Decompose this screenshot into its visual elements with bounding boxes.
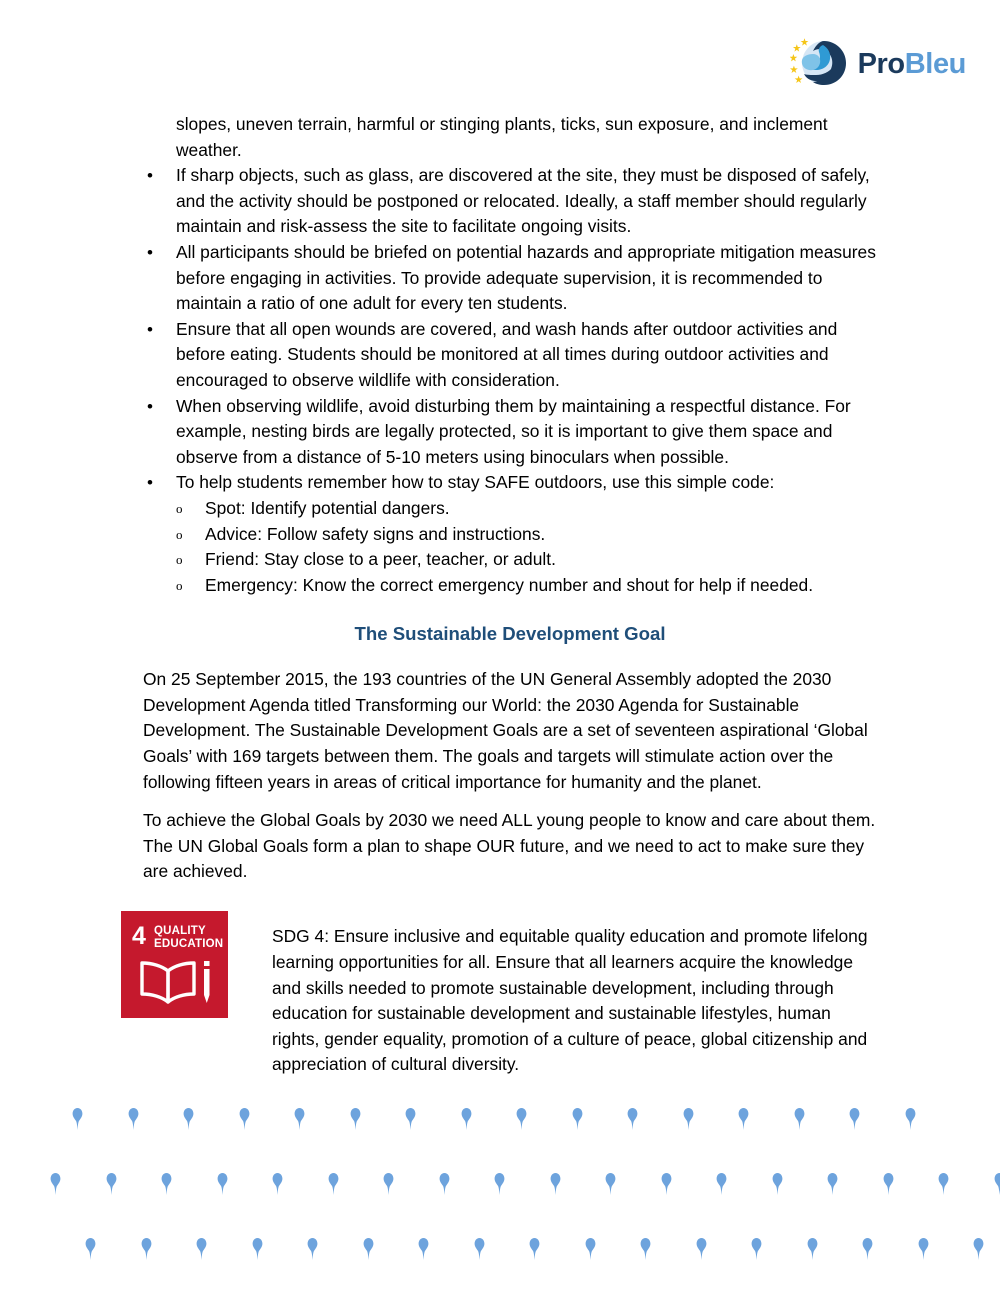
list-item [143,496,877,522]
water-drop-icon [994,1172,1000,1196]
sdg-intro-paragraph-2: To achieve the Global Goals by 2030 we need ALL young people to know and care about them. The UN Global Goals form a plan to shape OUR future, and we need to act to make sure they are achieved. [143,810,876,882]
sub-bullet-marker-icon: o [176,552,183,568]
water-drop-icon [106,1172,117,1196]
water-drop-icon [661,1172,672,1196]
water-drop-icon [938,1172,949,1196]
list-item-text: Emergency: Know the correct emergency number and shout for help if needed. [205,574,814,595]
water-drop-icon [529,1237,540,1261]
water-drop-icon [807,1237,818,1261]
water-drop-icon [418,1237,429,1261]
sdg-badge-label-line-2: EDUCATION [154,937,224,950]
list-item-text: When observing wildlife, avoid disturbing them by maintaining a respectful distance. For example, nesting birds are legally protected, so it is important to give them space and observe from a distance of 5-10 meters using binoculars when possible. [176,395,851,467]
list-item-text: To help students remember how to stay SAFE outdoors, use this simple code: [176,472,775,493]
sub-bullet-marker-icon: o [176,500,183,516]
probleu-logo [790,36,966,92]
water-drop-icon [328,1172,339,1196]
water-drop-icon [627,1107,638,1131]
list-item-text: Ensure that all open wounds are covered, and wash hands after outdoor activities and before eating. Students should be monitored at all times during outdoor activities and encouraged to observe wildlife with consideration. [176,318,838,390]
probleu-water-swirl-logo-icon [790,36,852,92]
water-drop-icon [794,1107,805,1131]
water-drop-icon [862,1237,873,1261]
list-item-text: All participants should be briefed on potential hazards and appropriate mitigation measures before engaging in activities. To provide adequate supervision, it is recommended to maintain a ratio of one adult for every ten students. [176,241,876,314]
water-drop-icon [827,1172,838,1196]
safety-bullet-list [143,163,877,496]
water-drop-icon [196,1237,207,1261]
sdg-4-badge [121,911,228,1018]
logo-word-bleu: Bleu [904,47,966,80]
logo-word-pro: Pro [857,47,905,80]
page-header [0,0,1000,100]
water-drop-icon [550,1172,561,1196]
document-content [132,112,877,1095]
water-drop-icon [849,1107,860,1131]
safe-code-sub-list [143,496,877,598]
probleu-logo-wordmark [857,47,966,80]
water-drop-icon [918,1237,929,1261]
bullet-marker-icon: • [147,396,153,416]
water-drop-icon [696,1237,707,1261]
water-drop-icon [272,1172,283,1196]
footer-droplet-decoration [0,1074,1000,1294]
water-drop-icon [363,1237,374,1261]
list-item-text: Spot: Identify potential dangers. [205,497,450,518]
water-drop-icon [183,1107,194,1131]
list-item-text: Advice: Follow safety signs and instructions. [205,523,546,544]
water-drop-icon [772,1172,783,1196]
water-drop-icon [461,1107,472,1131]
water-drop-icon [585,1237,596,1261]
open-book-and-pencil-icon [138,955,214,1007]
list-item [143,394,877,471]
water-drop-icon [141,1237,152,1261]
water-drop-icon [383,1172,394,1196]
water-drop-icon [307,1237,318,1261]
water-drop-icon [294,1107,305,1131]
water-drop-icon [217,1172,228,1196]
water-drop-icon [516,1107,527,1131]
water-drop-icon [716,1172,727,1196]
droplet-row [0,1172,1000,1198]
water-drop-icon [640,1237,651,1261]
bullet-marker-icon: • [147,166,153,186]
water-drop-icon [439,1172,450,1196]
water-drop-icon [905,1107,916,1131]
droplet-row [0,1237,1000,1263]
water-drop-icon [85,1237,96,1261]
list-item [143,522,877,548]
continuation-paragraph: slopes, uneven terrain, harmful or stinging plants, ticks, sun exposure, and inclement weather. [176,114,828,160]
sub-bullet-marker-icon: o [176,526,183,542]
water-drop-icon [883,1172,894,1196]
bullet-marker-icon: • [147,473,153,493]
list-item-text: Friend: Stay close to a peer, teacher, or adult. [205,549,556,570]
list-item [143,163,877,240]
list-item [143,573,877,599]
water-drop-icon [494,1172,505,1196]
list-item [143,470,877,496]
section-heading: The Sustainable Development Goal [354,623,666,645]
water-drop-icon [350,1107,361,1131]
water-drop-icon [50,1172,61,1196]
bullet-marker-icon: • [147,319,153,339]
sdg-4-description: SDG 4: Ensure inclusive and equitable quality education and promote lifelong learning opportunities for all. Ensure that all learners acquire the knowledge and skills needed to promote sustainable development, including through education for sustainable development and sustainable lifestyles, human rights, gender equality, promotion of a culture of peace, global citizenship and appreciation of cultural diversity. [272,926,868,1075]
water-drop-icon [973,1237,984,1261]
water-drop-icon [474,1237,485,1261]
water-drop-icon [252,1237,263,1261]
list-item [143,240,877,317]
list-item [143,317,877,394]
sdg-intro-paragraph-1: On 25 September 2015, the 193 countries of the UN General Assembly adopted the 2030 Development Agenda titled Transforming our World: the 2030 Agenda for Sustainable Development. The Sustainable Development Goals are a set of seventeen aspirational ‘Global Goals’ with 169 targets between them. The goals and targets will stimulate action over the following fifteen years in areas of critical importance for humanity and the planet. [143,669,868,792]
sdg-badge-label-line-1: QUALITY [154,925,206,938]
water-drop-icon [161,1172,172,1196]
droplet-row [0,1107,1000,1133]
list-item [143,547,877,573]
sub-bullet-marker-icon: o [176,577,183,593]
water-drop-icon [605,1172,616,1196]
water-drop-icon [572,1107,583,1131]
sdg-badge-number: 4 [132,922,146,951]
water-drop-icon [751,1237,762,1261]
list-item-text: If sharp objects, such as glass, are discovered at the site, they must be disposed of safely, and the activity should be postponed or relocated. Ideally, a staff member should regularly maintain and risk-assess the site to facilitate ongoing visits. [176,165,870,237]
sdg-goal-block [132,907,877,1095]
water-drop-icon [738,1107,749,1131]
water-drop-icon [239,1107,250,1131]
sdg-badge-label [154,925,223,950]
water-drop-icon [128,1107,139,1131]
water-drop-icon [683,1107,694,1131]
water-drop-icon [72,1107,83,1131]
water-drop-icon [405,1107,416,1131]
bullet-marker-icon: • [147,242,153,262]
